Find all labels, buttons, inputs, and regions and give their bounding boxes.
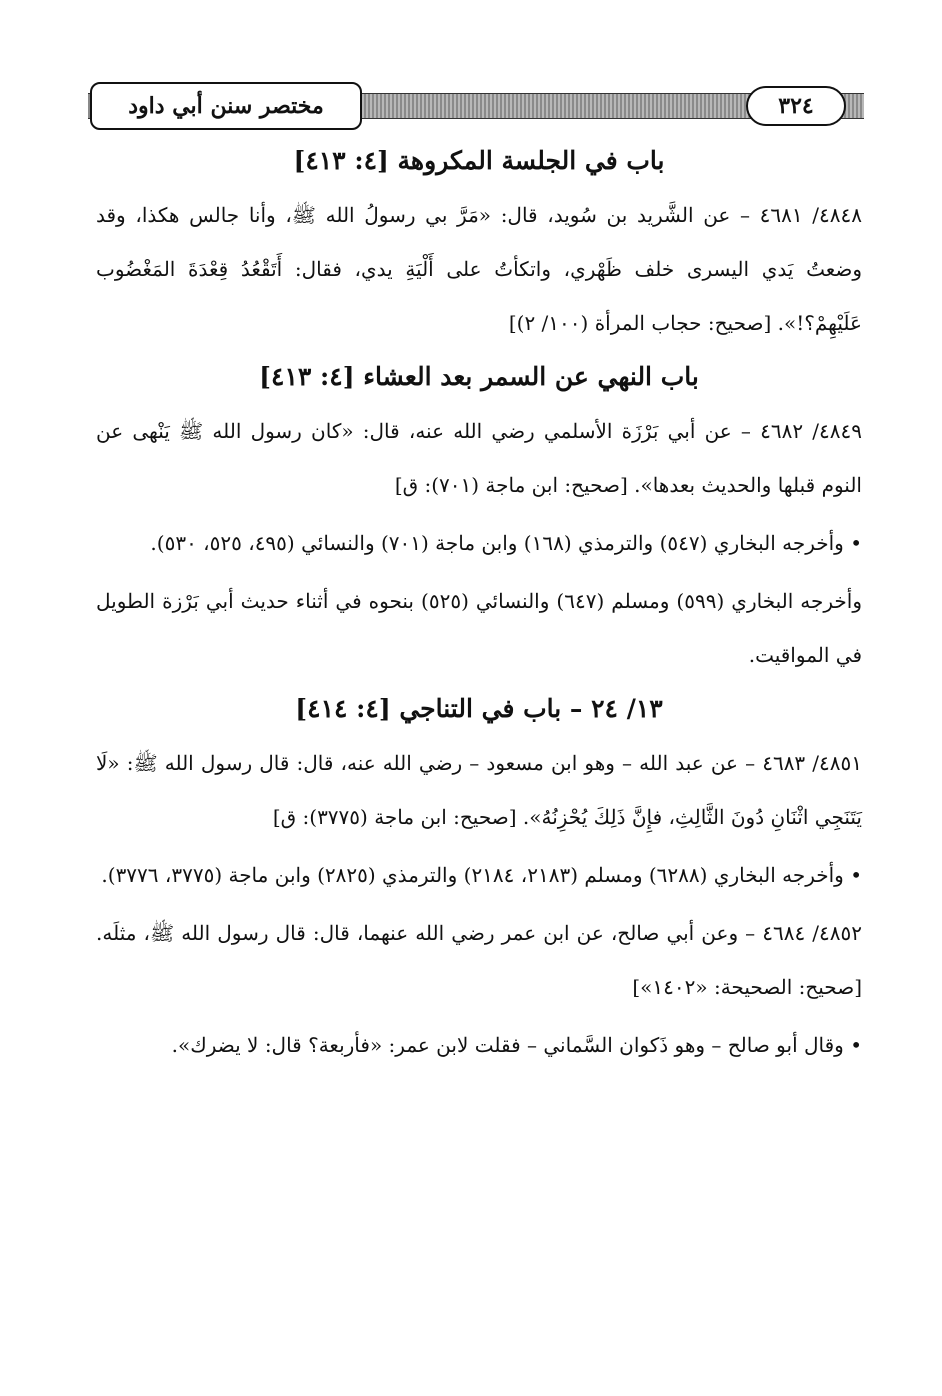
section-heading: باب في الجلسة المكروهة [٤: ٤١٣] xyxy=(293,146,665,175)
book-title: مختصر سنن أبي داود xyxy=(90,82,362,130)
hadith-paragraph: ٤٨٤٨/ ٤٦٨١ – عن الشَّريد بن سُويد، قال: «مَرَّ بي رسولُ الله ﷺ، وأنا جالس هكذا، وقد وضعتُ يَدي اليسرى خلف ظَهْري، واتكأتُ على أَلْيَةِ يدي، فقال: أَتَقْعُدُ قِعْدَةَ المَغْضُوب عَلَيْهِمْ؟!». [صحيح: حجاب المرأة (١٠٠/ ٢)] xyxy=(96,203,862,335)
page-number: ٣٢٤ xyxy=(746,86,846,126)
page-header xyxy=(88,82,864,128)
hadith-paragraph: ٤٨٥١/ ٤٦٨٣ – عن عبد الله – وهو ابن مسعود – رضي الله عنه، قال: قال رسول الله ﷺ: «لَا يَتَنَجِي اثْنَانِ دُونَ الثَّالِثِ، فإِنَّ ذَلِكَ يُحْزِنُهُ». [صحيح: ابن ماجة (٣٧٧٥): ق] xyxy=(96,751,862,829)
takhrij-paragraph: • وأخرجه البخاري (٦٢٨٨) ومسلم (٢١٨٣، ٢١٨٤) والترمذي (٢٨٢٥) وابن ماجة (٣٧٧٥، ٣٧٧٦). xyxy=(101,863,862,887)
section-heading: باب النهي عن السمر بعد العشاء [٤: ٤١٣] xyxy=(259,362,699,391)
page-body xyxy=(96,134,862,1072)
hadith-paragraph: ٤٨٥٢/ ٤٦٨٤ – وعن أبي صالح، عن ابن عمر رضي الله عنهما، قال: قال رسول الله ﷺ، مثلَه. [صحيح: الصحيحة: «١٤٠٢»] xyxy=(96,921,862,999)
section-heading: ١٣/ ٢٤ – باب في التناجي [٤: ٤١٤] xyxy=(295,694,663,723)
takhrij-paragraph: • وقال أبو صالح – وهو ذَكوان السَّماني – فقلت لابن عمر: «فأربعة؟ قال: لا يضرك». xyxy=(171,1033,862,1057)
takhrij-paragraph: • وأخرجه البخاري (٥٤٧) والترمذي (١٦٨) وابن ماجة (٧٠١) والنسائي (٤٩٥، ٥٢٥، ٥٣٠). xyxy=(150,531,862,555)
hadith-paragraph: ٤٨٤٩/ ٤٦٨٢ – عن أبي بَرْزَة الأسلمي رضي الله عنه، قال: «كان رسول الله ﷺ يَنْهى عن النوم قبلها والحديث بعدها». [صحيح: ابن ماجة (٧٠١): ق] xyxy=(96,419,862,497)
takhrij-paragraph: وأخرجه البخاري (٥٩٩) ومسلم (٦٤٧) والنسائي (٥٢٥) بنحوه في أثناء حديث أبي بَرْزة الطويل في المواقيت. xyxy=(96,589,863,667)
